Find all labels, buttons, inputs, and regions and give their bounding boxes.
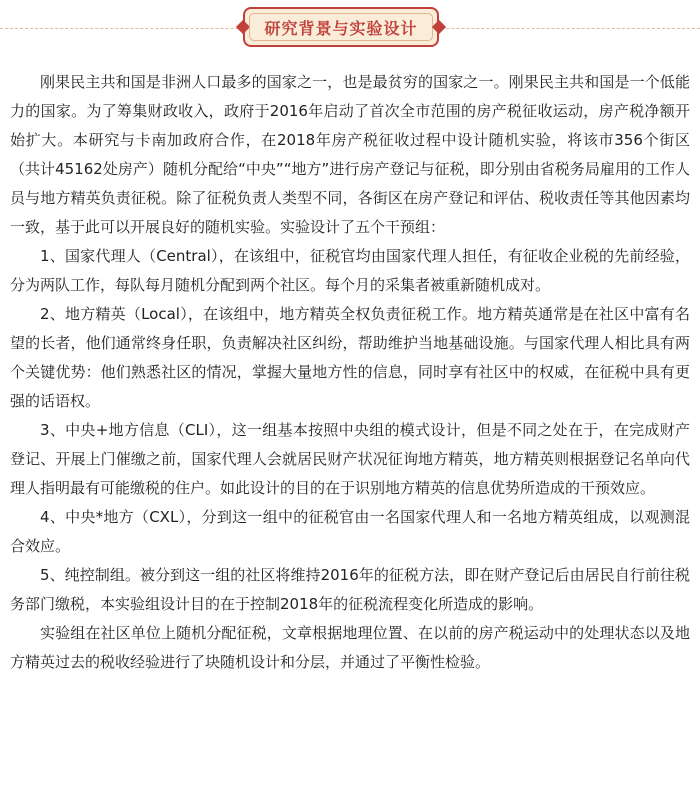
- paragraph-group-cxl: 4、中央*地方（CXL），分到这一组中的征税官由一名国家代理人和一名地方精英组成，以观测混合效应。: [10, 508, 690, 555]
- section-header: [0, 0, 700, 56]
- article-body: [10, 68, 690, 677]
- paragraph-intro: 刚果民主共和国是非洲人口最多的国家之一，也是最贫穷的国家之一。刚果民主共和国是一个低能力的国家。为了筹集财政收入，政府于2016年启动了首次全市范围的房产税征收运动，房产税净额开始扩大。本研究与卡南加政府合作，在2018年房产税征收过程中设计随机实验，将该市356个街区（共计45162处房产）随机分配给“中央”“地方”进行房产登记与征税，即分别由省税务局雇用的工作人员与地方精英负责征税。除了征税负责人类型不同，各街区在房产登记和评估、税收责任等其他因素均一致，基于此可以开展良好的随机实验。实验设计了五个干预组：: [10, 73, 690, 236]
- section-title: 研究背景与实验设计: [264, 18, 418, 38]
- paragraph-group-central: 1、国家代理人（Central），在该组中，征税官均由国家代理人担任，有征收企业税的先前经验，分为两队工作，每队每月随机分配到两个社区。每个月的采集者被重新随机成对。: [10, 247, 690, 294]
- paragraph-group-local: 2、地方精英（Local），在该组中，地方精英全权负责征税工作。地方精英通常是在社区中富有名望的长者，他们通常终身任职，负责解决社区纠纷，帮助维护当地基础设施。与国家代理人相比具有两个关键优势：他们熟悉社区的情况，掌握大量地方性的信息，同时享有社区中的权威，在征税中具有更强的话语权。: [10, 305, 690, 410]
- paragraph-group-cli: 3、中央+地方信息（CLI），这一组基本按照中央组的模式设计，但是不同之处在于，在完成财产登记、开展上门催缴之前，国家代理人会就居民财产状况征询地方精英，地方精英则根据登记名单向代理人指明最有可能缴税的住户。如此设计的目的在于识别地方精英的信息优势所造成的干预效应。: [10, 421, 690, 497]
- section-title-badge: [243, 7, 439, 47]
- paragraph-group-control: 5、纯控制组。被分到这一组的社区将维持2016年的征税方法，即在财产登记后由居民自行前往税务部门缴税，本实验组设计目的在于控制2018年的征税流程变化所造成的影响。: [10, 566, 690, 613]
- paragraph-randomization: 实验组在社区单位上随机分配征税，文章根据地理位置、在以前的房产税运动中的处理状态以及地方精英过去的税收经验进行了块随机设计和分层，并通过了平衡性检验。: [10, 624, 690, 671]
